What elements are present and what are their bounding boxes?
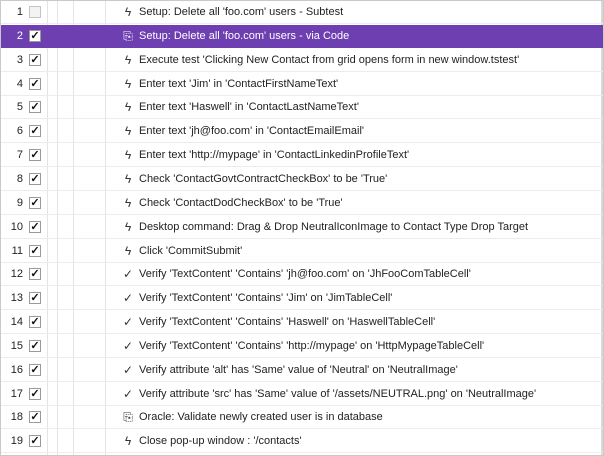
test-step-row[interactable] — [1, 144, 603, 167]
verify-check-icon: ✓ — [122, 386, 134, 401]
script-icon: ⎘ — [123, 28, 133, 43]
step-enabled-checkbox[interactable]: ✓ — [30, 53, 40, 66]
test-step-row[interactable] — [1, 25, 603, 48]
test-step-row[interactable] — [1, 168, 603, 191]
test-step-row[interactable] — [1, 335, 603, 358]
test-step-row[interactable] — [1, 192, 603, 215]
lightning-icon: ϟ — [124, 52, 132, 67]
step-number: 6 — [16, 125, 23, 138]
step-number: 18 — [10, 411, 23, 424]
test-step-row[interactable] — [1, 240, 603, 263]
step-description: Setup: Delete all 'foo.com' users - Subtest — [139, 6, 344, 18]
step-number: 2 — [16, 29, 23, 42]
step-number: 8 — [16, 172, 23, 185]
step-enabled-checkbox[interactable]: ✓ — [30, 435, 40, 448]
lightning-icon: ϟ — [124, 148, 132, 163]
step-number: 15 — [10, 339, 23, 352]
step-description: Enter text 'Jim' in 'ContactFirstNameText' — [139, 77, 339, 90]
step-description: Verify attribute 'alt' has 'Same' value of 'Neutral' on 'NeutralImage' — [139, 363, 458, 376]
lightning-icon: ϟ — [124, 76, 132, 91]
step-description: Desktop command: Drag & Drop NeutralIconImage to Contact Type Drop Target — [139, 220, 529, 233]
step-enabled-checkbox[interactable]: ✓ — [30, 101, 40, 114]
step-description: Verify 'TextContent' 'Contains' 'Jim' on 'JimTableCell' — [139, 292, 393, 305]
step-description: Execute test 'Clicking New Contact from grid opens form in new window.tstest' — [139, 53, 520, 66]
test-step-row[interactable] — [1, 73, 603, 96]
step-description: Enter text 'http://mypage' in 'ContactLinkedinProfileText' — [139, 149, 410, 162]
test-step-row[interactable] — [1, 430, 603, 453]
test-step-row[interactable] — [1, 383, 603, 406]
step-enabled-checkbox[interactable]: ✓ — [30, 149, 40, 162]
test-step-row[interactable] — [1, 49, 603, 72]
lightning-icon: ϟ — [124, 219, 132, 234]
step-description: Check 'ContactGovtContractCheckBox' to be 'True' — [139, 172, 388, 185]
verify-check-icon: ✓ — [122, 338, 134, 353]
test-step-row[interactable] — [1, 406, 603, 429]
test-step-row[interactable] — [1, 1, 603, 24]
step-number: 11 — [11, 244, 23, 257]
step-description: Verify attribute 'src' has 'Same' value of '/assets/NEUTRAL.png' on 'NeutralImage' — [139, 387, 537, 400]
test-step-row[interactable] — [1, 287, 603, 310]
step-enabled-checkbox[interactable]: ✓ — [30, 411, 40, 424]
step-number: 17 — [10, 387, 23, 400]
test-step-row[interactable] — [1, 96, 603, 119]
step-description: Click 'CommitSubmit' — [139, 244, 243, 257]
step-description: Verify 'TextContent' 'Contains' 'Haswell' on 'HaswellTableCell' — [139, 316, 436, 329]
test-step-row[interactable] — [1, 359, 603, 382]
step-enabled-checkbox[interactable]: ✓ — [30, 29, 40, 42]
step-enabled-checkbox[interactable]: ✓ — [30, 77, 40, 90]
step-number: 14 — [10, 316, 23, 329]
lightning-icon: ϟ — [124, 195, 132, 210]
step-enabled-checkbox[interactable]: ✓ — [30, 172, 40, 185]
lightning-icon: ϟ — [124, 124, 132, 139]
lightning-icon: ϟ — [124, 434, 132, 449]
step-number: 5 — [16, 101, 23, 114]
step-enabled-checkbox[interactable]: ✓ — [30, 220, 40, 233]
step-number: 1 — [16, 6, 23, 18]
step-number: 10 — [10, 220, 23, 233]
step-enabled-checkbox[interactable]: ✓ — [30, 363, 40, 376]
step-enabled-checkbox[interactable]: ✓ — [30, 268, 40, 281]
step-enabled-checkbox[interactable] — [29, 6, 41, 18]
test-step-row[interactable] — [1, 216, 603, 239]
step-number: 13 — [10, 292, 23, 305]
step-description: Setup: Delete all 'foo.com' users - via Code — [139, 29, 350, 42]
step-enabled-checkbox[interactable]: ✓ — [30, 244, 40, 257]
lightning-icon: ϟ — [124, 5, 132, 19]
step-description: Enter text 'jh@foo.com' in 'ContactEmailEmail' — [139, 125, 364, 138]
step-number: 7 — [16, 149, 23, 162]
step-enabled-checkbox[interactable]: ✓ — [30, 196, 40, 209]
step-number: 19 — [10, 435, 23, 448]
verify-check-icon: ✓ — [122, 291, 134, 306]
test-step-row[interactable] — [1, 263, 603, 286]
step-description: Close pop-up window : '/contacts' — [139, 435, 302, 448]
lightning-icon: ϟ — [124, 171, 132, 186]
step-number: 4 — [16, 77, 23, 90]
step-number: 16 — [10, 363, 23, 376]
verify-check-icon: ✓ — [122, 362, 134, 377]
step-description: Verify 'TextContent' 'Contains' 'jh@foo.com' on 'JhFooComTableCell' — [139, 268, 471, 281]
step-number: 3 — [16, 53, 23, 66]
step-number: 9 — [16, 196, 23, 209]
step-number: 12 — [10, 268, 23, 281]
step-description: Enter text 'Haswell' in 'ContactLastNameText' — [139, 101, 359, 114]
verify-check-icon: ✓ — [122, 267, 134, 282]
step-enabled-checkbox[interactable]: ✓ — [30, 316, 40, 329]
step-description: Verify 'TextContent' 'Contains' 'http://mypage' on 'HttpMypageTableCell' — [139, 339, 485, 352]
step-enabled-checkbox[interactable]: ✓ — [30, 292, 40, 305]
step-description: Check 'ContactDodCheckBox' to be 'True' — [139, 196, 343, 209]
step-description: Oracle: Validate newly created user is in database — [139, 411, 383, 424]
step-enabled-checkbox[interactable]: ✓ — [30, 125, 40, 138]
step-enabled-checkbox[interactable]: ✓ — [30, 339, 40, 352]
verify-check-icon: ✓ — [122, 315, 134, 330]
lightning-icon: ϟ — [124, 100, 132, 115]
step-enabled-checkbox[interactable]: ✓ — [30, 387, 40, 400]
lightning-icon: ϟ — [124, 243, 132, 258]
test-step-row[interactable] — [1, 120, 603, 143]
test-step-row[interactable] — [1, 311, 603, 334]
script-icon: ⎘ — [123, 410, 133, 425]
